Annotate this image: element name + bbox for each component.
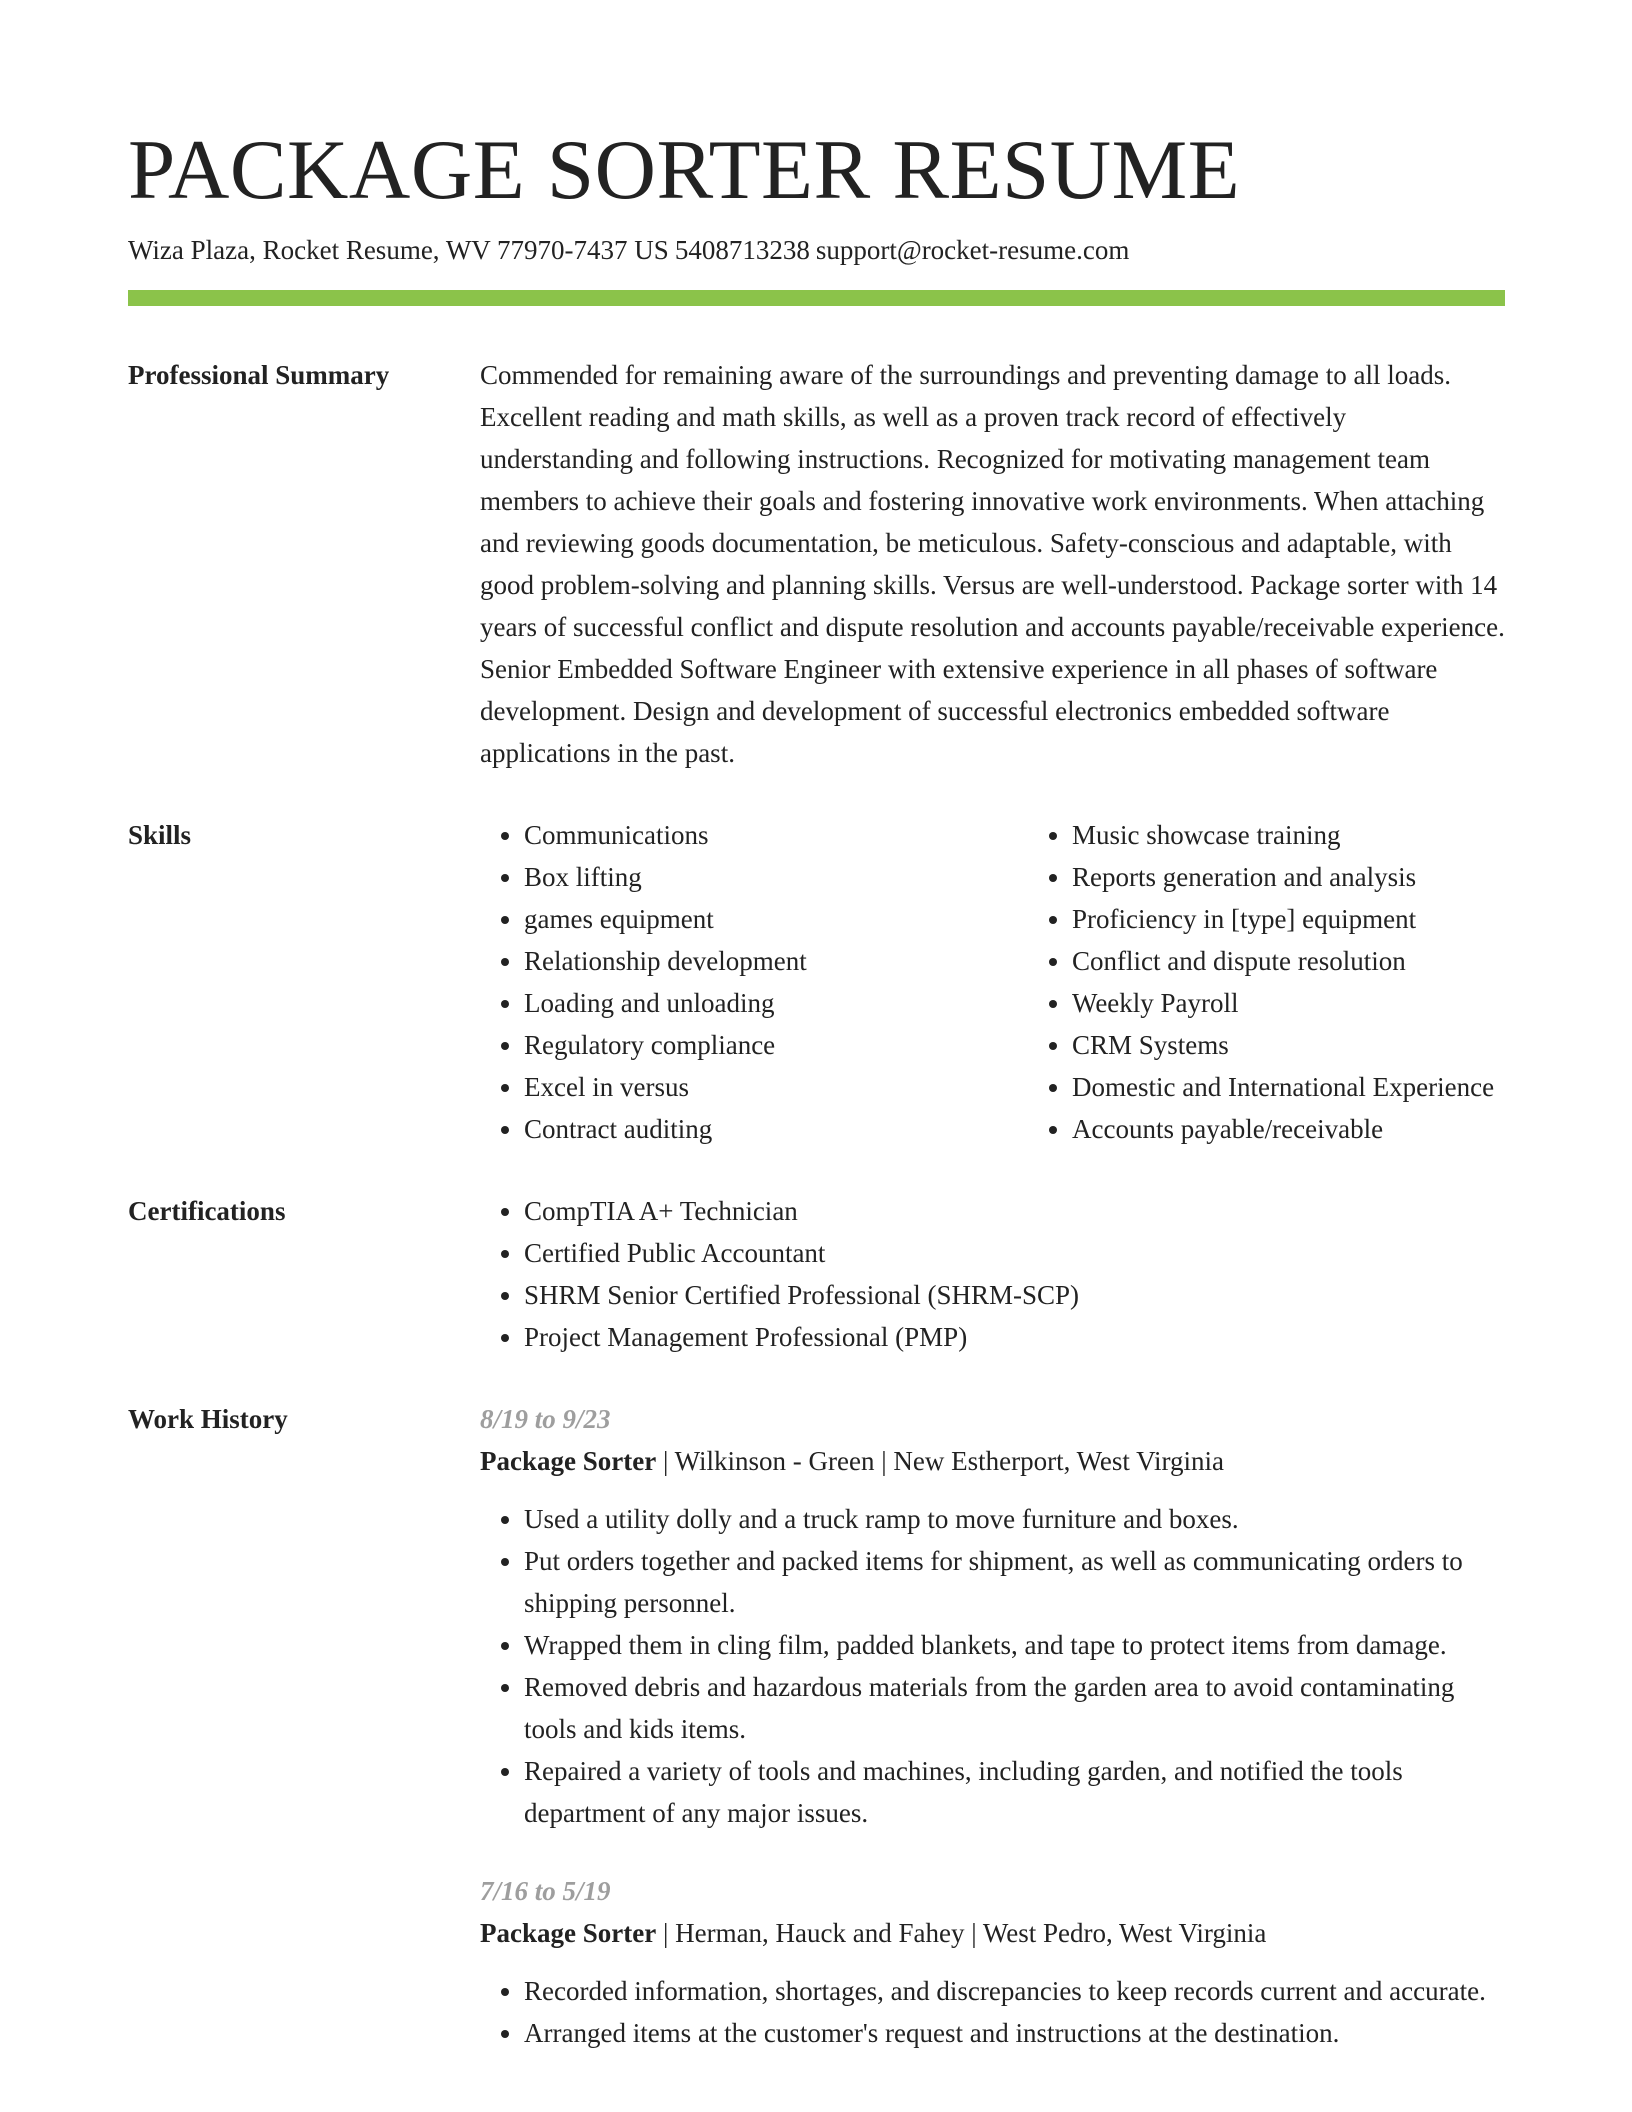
certification-item: • Project Management Professional (PMP) bbox=[524, 1316, 1505, 1358]
job-title: Package Sorter bbox=[480, 1446, 657, 1476]
job-entry bbox=[480, 1398, 1505, 1834]
summary-text: Commended for remaining aware of the surroundings and preventing damage to all loads. Excellent reading and math skills, as well as a proven track record of effectively understanding and following instructions. Recognized for motivating management team members to achieve their goals and fostering innovative work environments. When attaching and reviewing goods documentation, be meticulous. Safety-conscious and adaptable, with good problem-solving and planning skills. Versus are well-understood. Package sorter with 14 years of successful conflict and dispute resolution and accounts payable/receivable experience. Senior Embedded Software Engineer with extensive experience in all phases of software development. Design and development of successful electronics embedded software applications in the past. bbox=[480, 360, 1505, 768]
certifications-list bbox=[480, 1190, 1505, 1358]
job-entry bbox=[480, 1870, 1505, 2054]
resume-page bbox=[128, 120, 1505, 2054]
skills-heading: Skills bbox=[128, 820, 192, 850]
certifications-heading: Certifications bbox=[128, 1196, 286, 1226]
job-dates: 8/19 to 9/23 bbox=[480, 1404, 611, 1434]
contact-line bbox=[128, 232, 1505, 268]
skill-item: • CRM Systems bbox=[1072, 1024, 1505, 1066]
job-duty: • Used a utility dolly and a truck ramp to move furniture and boxes. bbox=[524, 1498, 1505, 1540]
job-duty: • Put orders together and packed items for shipment, as well as communicating orders to shipping personnel. bbox=[524, 1540, 1505, 1624]
job-duties-list bbox=[480, 1970, 1505, 2054]
job-title: Package Sorter bbox=[480, 1918, 657, 1948]
resume-title: PACKAGE SORTER RESUME bbox=[128, 123, 1241, 217]
header-accent-bar bbox=[128, 290, 1505, 306]
certifications-section bbox=[128, 1190, 1505, 1358]
skill-item: • Contract auditing bbox=[524, 1108, 1028, 1150]
skill-item: • Domestic and International Experience bbox=[1072, 1066, 1505, 1108]
skills-list-left bbox=[480, 814, 1028, 1150]
job-heading bbox=[480, 1912, 1505, 1954]
contact-address: Wiza Plaza, Rocket Resume, WV 77970-7437 US bbox=[128, 235, 669, 265]
work-history-heading: Work History bbox=[128, 1404, 288, 1434]
skill-item: • Conflict and dispute resolution bbox=[1072, 940, 1505, 982]
skills-section bbox=[128, 814, 1505, 1150]
job-duties-list bbox=[480, 1498, 1505, 1834]
job-duty: • Removed debris and hazardous materials from the garden area to avoid contaminating tools and kids items. bbox=[524, 1666, 1505, 1750]
skill-item: • Accounts payable/receivable bbox=[1072, 1108, 1505, 1150]
skill-item: • Reports generation and analysis bbox=[1072, 856, 1505, 898]
job-details: | Wilkinson - Green | New Estherport, West Virginia bbox=[656, 1446, 1225, 1476]
contact-email: support@rocket-resume.com bbox=[815, 235, 1130, 265]
contact-phone: 5408713238 bbox=[674, 235, 810, 265]
skill-item: • Weekly Payroll bbox=[1072, 982, 1505, 1024]
summary-heading: Professional Summary bbox=[128, 360, 390, 390]
certification-item: • SHRM Senior Certified Professional (SHRM-SCP) bbox=[524, 1274, 1505, 1316]
certification-item: • CompTIA A+ Technician bbox=[524, 1190, 1505, 1232]
certification-item: • Certified Public Accountant bbox=[524, 1232, 1505, 1274]
job-dates: 7/16 to 5/19 bbox=[480, 1876, 611, 1906]
skill-item: • Music showcase training bbox=[1072, 814, 1505, 856]
skill-item: • Excel in versus bbox=[524, 1066, 1028, 1108]
job-duty: • Wrapped them in cling film, padded blankets, and tape to protect items from damage. bbox=[524, 1624, 1505, 1666]
summary-section bbox=[128, 354, 1505, 774]
skill-item: • Box lifting bbox=[524, 856, 1028, 898]
skill-item: • Communications bbox=[524, 814, 1028, 856]
job-duty: • Arranged items at the customer's request and instructions at the destination. bbox=[524, 2012, 1505, 2054]
skill-item: • Loading and unloading bbox=[524, 982, 1028, 1024]
skill-item: • games equipment bbox=[524, 898, 1028, 940]
job-heading bbox=[480, 1440, 1505, 1482]
job-duty: • Repaired a variety of tools and machines, including garden, and notified the tools department of any major issues. bbox=[524, 1750, 1505, 1834]
skills-list-right bbox=[1028, 814, 1505, 1150]
job-details: | Herman, Hauck and Fahey | West Pedro, West Virginia bbox=[656, 1918, 1267, 1948]
skill-item: • Proficiency in [type] equipment bbox=[1072, 898, 1505, 940]
skill-item: • Relationship development bbox=[524, 940, 1028, 982]
job-duty: • Recorded information, shortages, and discrepancies to keep records current and accurate. bbox=[524, 1970, 1505, 2012]
work-history-section bbox=[128, 1398, 1505, 2054]
skill-item: • Regulatory compliance bbox=[524, 1024, 1028, 1066]
